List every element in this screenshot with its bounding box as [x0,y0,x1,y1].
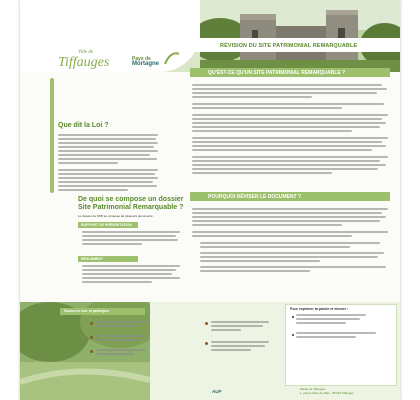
concertation-title: Pour exprimer ta parole et donner : [290,307,349,311]
footer-address-line1: Mairie de Tiffauges [300,387,326,391]
section-title-compose: De quoi se compose un dossier Site Patrimonial Remarquable ? [78,196,184,211]
qu-est-ce-body [192,84,392,176]
rapport-body [82,231,182,247]
bullet-icon [90,322,93,325]
sub-title-rapport: RAPPORT DE PRÉSENTATION [81,223,132,227]
bottom-title: Suivez-en voir et participez [64,309,110,313]
page-title: RÉVISION DU SITE PATRIMONIAL REMARQUABLE [220,43,358,49]
swoosh-logo-icon [163,50,181,68]
bottom-section [20,302,400,400]
compose-intro: Le dossier de SPR se compose de plusieurs documents : [78,214,155,218]
left-decor-bar [50,78,54,193]
concertation-body [296,332,391,340]
bullet-icon [205,342,208,345]
bullet-icon [90,336,93,339]
logo-ville-de: Ville de [78,50,94,55]
footer-address-line2: 1, place Gilles de Rais - 85130 Tiffauges [300,391,354,395]
reglement-body [82,265,182,285]
flyer-page [20,0,400,400]
section-title-qu-est-ce: QU'EST-CE QU'UN SITE PATRIMONIAL REMARQUABLE ? [208,70,346,76]
list-item [211,321,271,333]
logo-tiffauges: Tiffauges [58,55,110,70]
footer-brand-logo: AUP [212,389,222,394]
list-item [211,341,271,353]
bullet-icon [205,322,208,325]
pays-logo-line2: Mortagne [132,61,159,67]
bullet-icon [292,316,294,318]
pays-logo-line1: Pays de [132,56,151,62]
concertation-body [296,314,391,326]
bullet-icon [90,350,93,353]
castle-photo [200,0,400,72]
bullet-icon [292,334,294,336]
sub-title-reglement: RÈGLEMENT [81,257,103,261]
pourquoi-body [192,208,392,274]
section-title-loi: Que dit la Loi ? [58,122,109,129]
section-title-pourquoi: POURQUOI RÉVISER LE DOCUMENT ? [208,194,302,200]
loi-body [58,134,158,193]
list-item [96,321,151,329]
footer-address [300,387,354,395]
list-item [96,335,151,343]
list-item [96,349,151,357]
